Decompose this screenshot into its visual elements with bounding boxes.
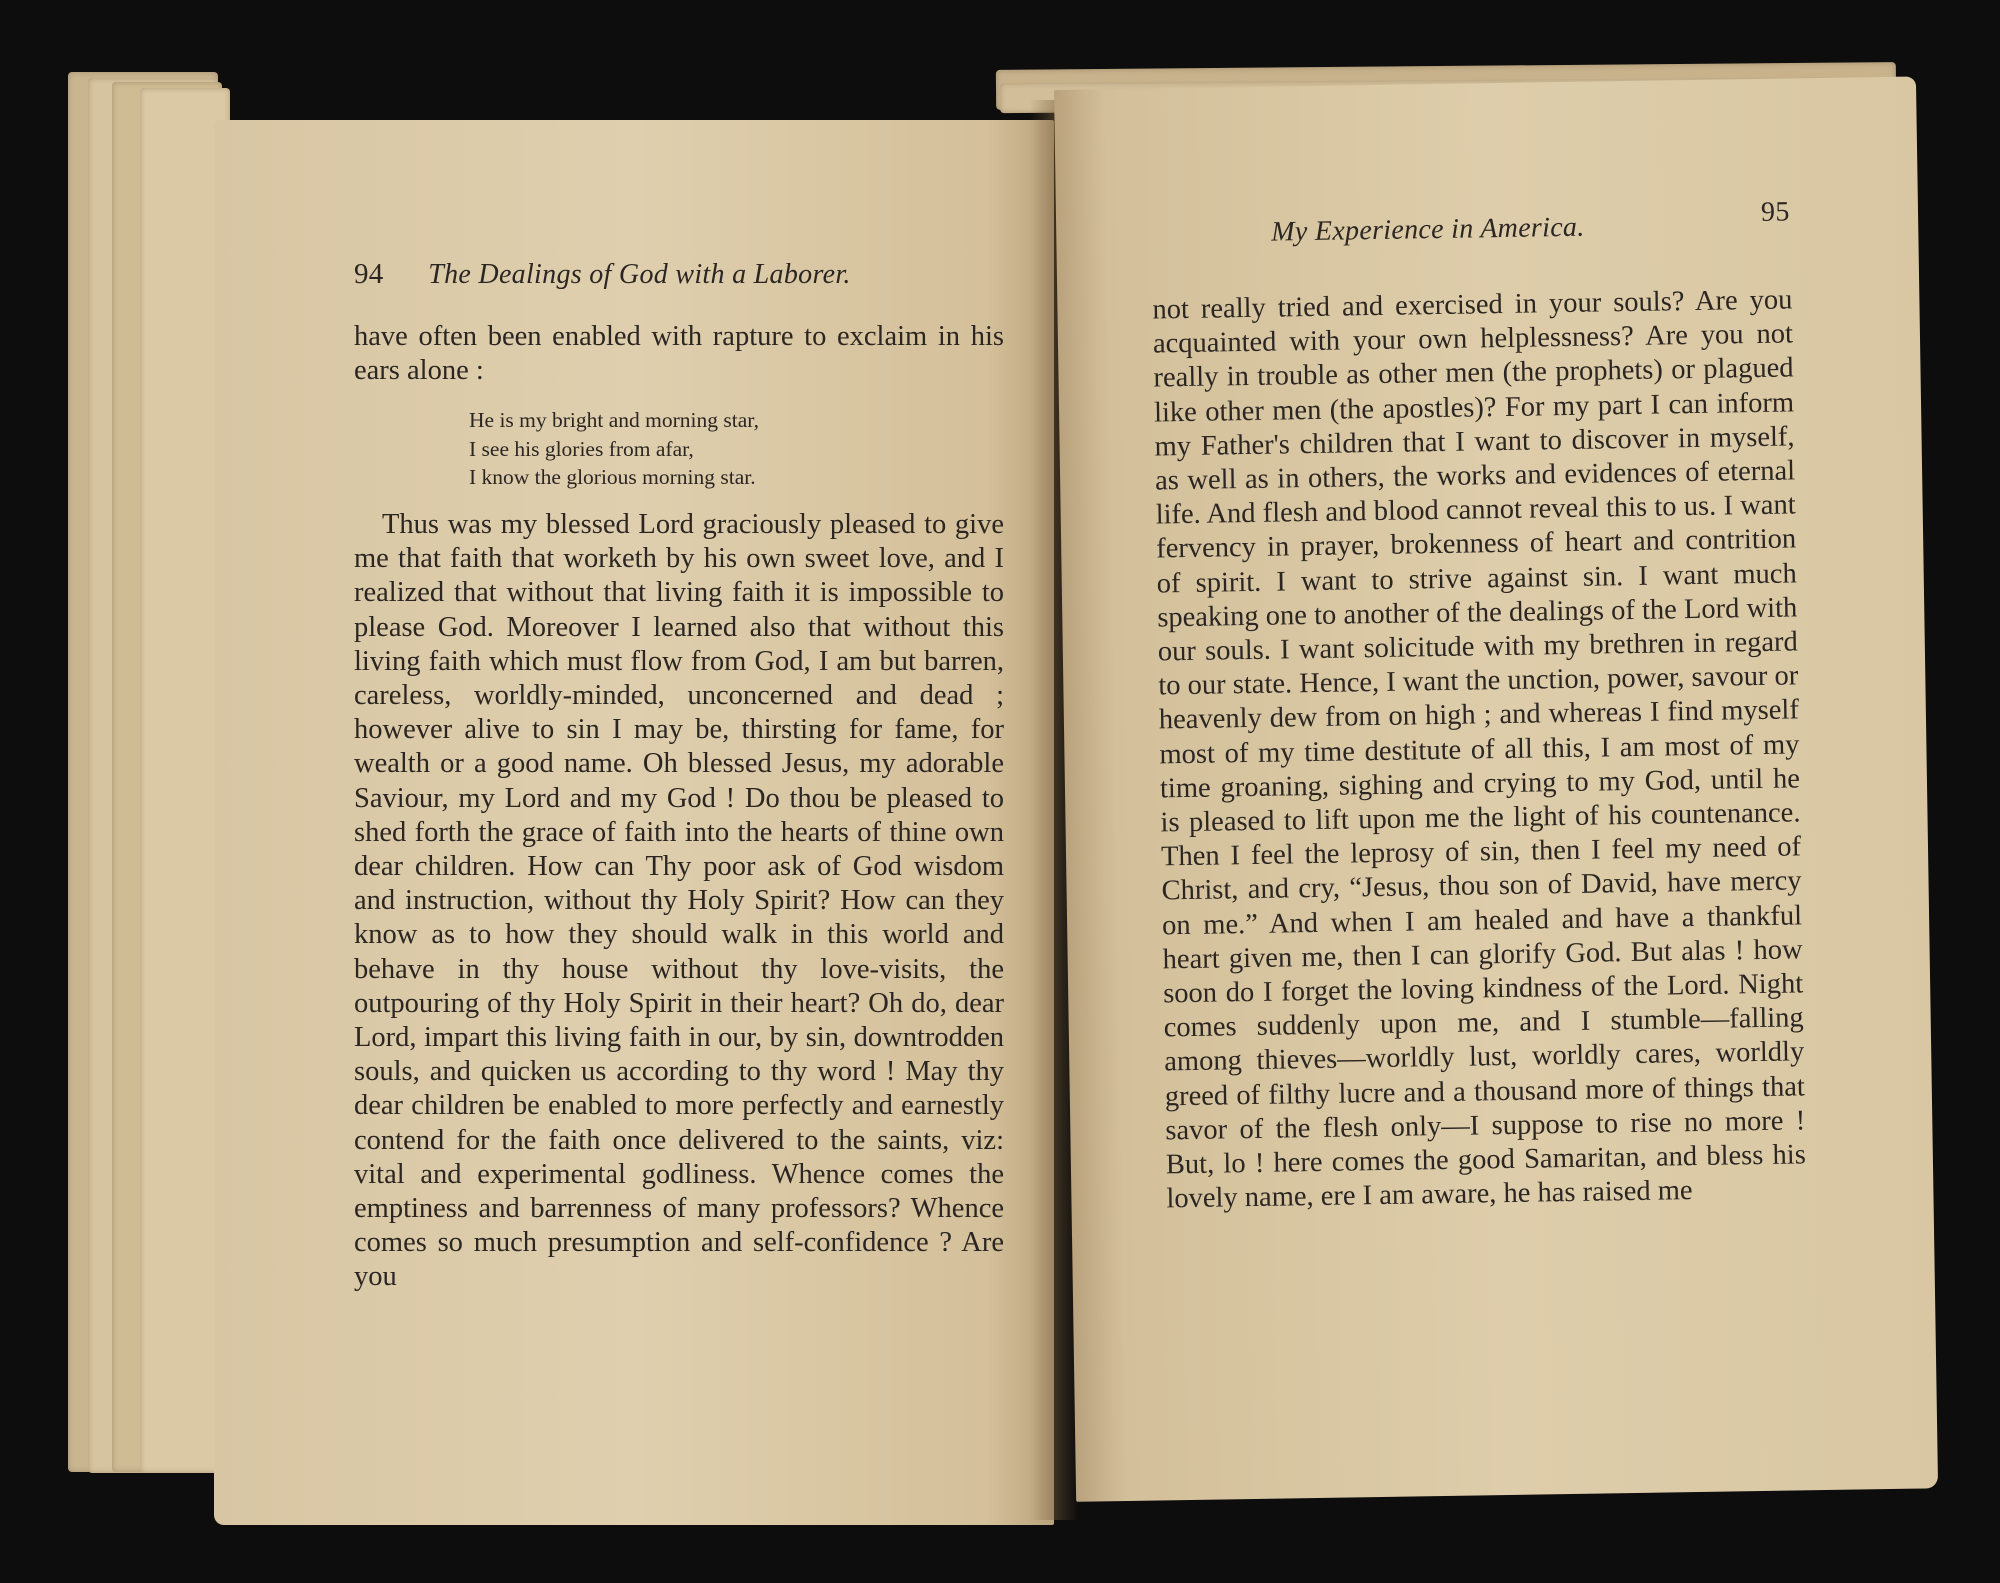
- right-running-title: My Experience in America.: [1271, 211, 1585, 248]
- left-page-number: 94: [354, 258, 384, 290]
- left-running-title: The Dealings of God with a Laborer.: [428, 259, 851, 290]
- verse-line: I see his glories from afar,: [469, 436, 694, 461]
- right-paragraph: not really tried and exercised in your souls? Are you acquainted with your own helplessness? Are you not really in trouble as other men (the prophets) or plagued like other men (the apostles)? For my part I can inform my Father's children that I want to discover in myself, as well as in others, the works and evidences of eternal life. And flesh and blood cannot reveal this to us. I want fervency in prayer, brokenness of heart and contrition of spirit. I want to strive against sin. I want much speaking one to another of the dealings of the Lord with our souls. I want solicitude with my brethren in regard to our state. Hence, I want the unction, power, savour or heavenly dew from on high ; and whereas I find myself most of my time destitute of all this, I am most of my time groaning, sighing and crying to my God, until he is pleased to lift upon me the light of his countenance. Then I feel the leprosy of sin, then I feel my need of Christ, and cry, “Jesus, thou son of David, have mercy on me.” And when I am healed and have a thankful heart given me, then I can glorify God. But alas ! how soon do I forget the loving kindness of the Lord. Night comes suddenly upon me, and I stumble—falling among thieves—worldly lust, worldly cares, worldly greed of filthy lucre and a thousand more of things that savor of the flesh only—I suppose to rise no more ! But, lo ! here comes the good Samaritan, and bless his lovely name, ere I am aware, he has raised me: [1152, 284, 1807, 1215]
- right-running-head: [1271, 212, 1585, 249]
- right-page: [1054, 76, 1938, 1501]
- left-body: [354, 320, 1004, 1295]
- right-body: [1152, 283, 1806, 1216]
- left-opening-lines: have often been enabled with rapture to exclaim in his ears alone :: [354, 321, 1004, 387]
- left-paragraph: Thus was my blessed Lord graciously pleased to give me that faith that worketh by his own sweet love, and I realized that without that living faith it is impossible to please God. Moreover I learned also that without this living faith which must flow from God, I am but barren, careless, worldly-minded, unconcerned and dead ; however alive to sin I may be, thirsting for fame, for wealth or a good name. Oh blessed Jesus, my adorable Saviour, my Lord and my God ! Do thou be pleased to shed forth the grace of faith into the hearts of thine own dear children. How can Thy poor ask of God wisdom and instruction, without thy Holy Spirit? How can they know as to how they should walk in this world and behave in thy house without thy love-visits, the outpouring of thy Holy Spirit in their heart? Oh do, dear Lord, impart this living faith in our, by sin, downtrodden souls, and quicken us according to thy word ! May thy dear children be enabled to more perfectly and earnestly contend for the faith once delivered to the saints, viz: vital and experimental godliness. Whence comes the emptiness and barrenness of many professors? Whence comes so much presumption and self-confidence ? Are you: [354, 508, 1004, 1293]
- left-running-head: [354, 258, 851, 291]
- right-page-number: 95: [1760, 196, 1790, 228]
- left-page: [214, 120, 1054, 1525]
- verse-line: He is my bright and morning star,: [469, 408, 759, 433]
- verse-block: [469, 406, 1004, 492]
- verse-line: I know the glorious morning star.: [469, 465, 756, 490]
